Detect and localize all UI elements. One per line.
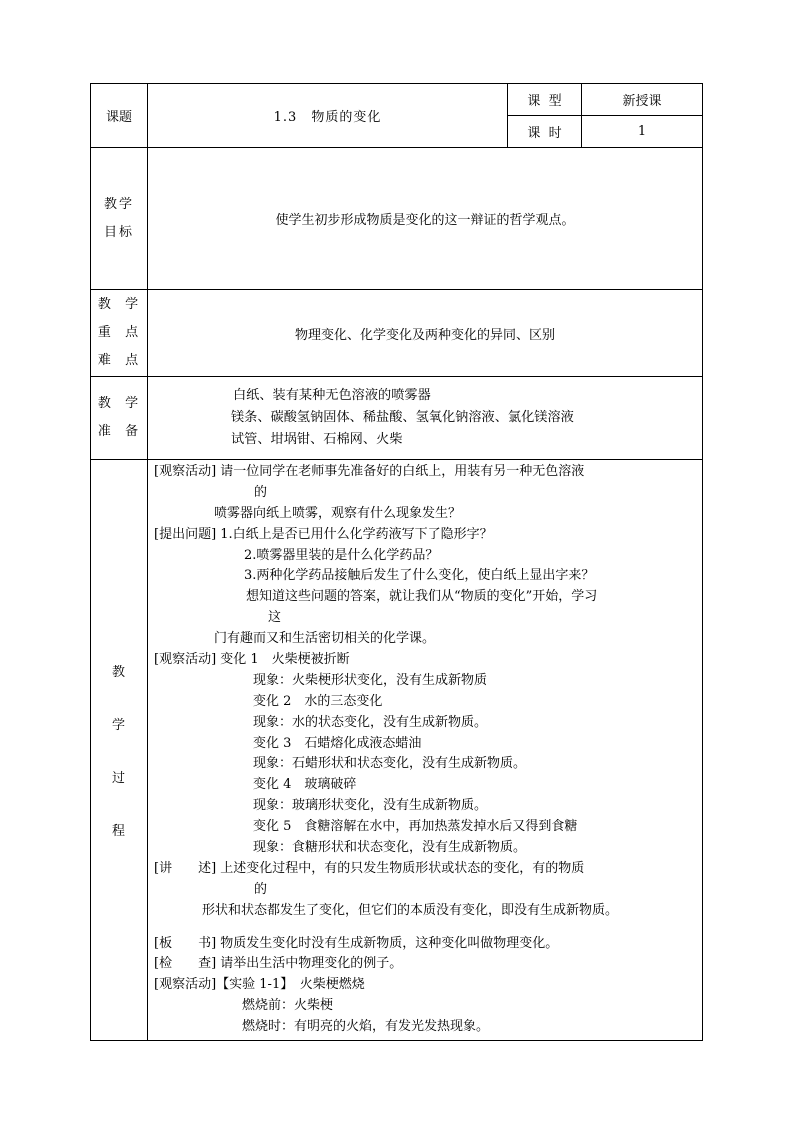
- lesson-plan-table: [90, 83, 703, 1041]
- key-points-label-line1: 教 学: [97, 297, 141, 312]
- topic-label: 课题: [91, 84, 148, 148]
- type-label: 课 型: [508, 84, 582, 116]
- process-line: [观察活动]【实验 1-1】 火柴梗燃烧: [154, 977, 365, 993]
- process-line: 想知道这些问题的答案，就让我们从“物质的变化”开始，学习: [246, 589, 598, 605]
- preparation-line-2: 镁条、碳酸氢钠固体、稀盐酸、氢氧化钠溶液、氯化镁溶液: [231, 410, 574, 425]
- process-line: 的: [254, 881, 268, 897]
- process-line: 2.喷雾器里装的是什么化学药品？: [244, 547, 439, 563]
- preparation-list: [148, 377, 703, 460]
- process-line: 的: [254, 484, 268, 500]
- process-label-char-1: 教: [111, 665, 126, 680]
- process-line: [观察活动] 请一位同学在老师事先准备好的白纸上，用装有另一种无色溶液: [154, 464, 585, 479]
- process-content: [148, 460, 703, 1041]
- process-line: 现象：石蜡形状和状态变化，没有生成新物质。: [253, 756, 527, 772]
- objective-label-line2: 目标: [103, 224, 134, 240]
- preparation-line-3: 试管、坩埚钳、石棉网、火柴: [231, 432, 403, 447]
- process-line: [板 书] 物质发生变化时没有生成新物质，这种变化叫做物理变化。: [154, 935, 559, 951]
- process-label-char-4: 程: [111, 824, 126, 839]
- objective-label: [91, 148, 148, 290]
- key-points-label: [91, 290, 148, 377]
- type-value: 新授课: [582, 84, 703, 116]
- process-line: 现象：食糖形状和状态变化，没有生成新物质。: [253, 840, 527, 856]
- process-line: 燃烧时：有明亮的火焰，有发光发热现象。: [242, 1019, 490, 1035]
- process-line: 变化 3 石蜡熔化成液态蜡油: [253, 735, 422, 751]
- process-line: 喷雾器向纸上喷雾，观察有什么现象发生？: [214, 505, 462, 521]
- process-line: [检 查] 请举出生活中物理变化的例子。: [154, 956, 403, 972]
- preparation-label: [91, 377, 148, 460]
- process-line: 3.两种化学药品接触后发生了什么变化，使白纸上显出字来？: [244, 568, 595, 584]
- process-label: [91, 460, 148, 1041]
- process-line: [观察活动] 变化 1 火柴梗被折断: [154, 652, 350, 668]
- process-label-char-2: 学: [111, 718, 126, 733]
- key-points-label-line3: 难 点: [97, 353, 141, 368]
- hours-label: 课 时: [508, 116, 582, 148]
- objective-label-line1: 教学: [103, 196, 134, 212]
- process-line: 形状和状态都发生了变化，但它们的本质没有变化，即没有生成新物质。: [202, 902, 619, 918]
- hours-value: 1: [582, 116, 703, 148]
- preparation-label-line2: 准 备: [97, 424, 141, 439]
- process-label-char-3: 过: [111, 771, 126, 786]
- key-points-label-line2: 重 点: [97, 325, 141, 340]
- process-line: [讲 述] 上述变化过程中，有的只发生物质形状或状态的变化，有的物质: [154, 860, 585, 876]
- process-line: 变化 2 水的三态变化: [253, 693, 383, 709]
- process-line: 现象：玻璃形状变化，没有生成新物质。: [253, 798, 488, 814]
- process-line: 变化 5 食糖溶解在水中，再加热蒸发掉水后又得到食糖: [253, 819, 578, 835]
- process-line: 门有趣而又和生活密切相关的化学课。: [214, 631, 436, 647]
- preparation-line-1: 白纸、装有某种无色溶液的喷雾器: [233, 388, 431, 403]
- lesson-title: 1.3 物质的变化: [148, 84, 508, 148]
- process-line: 现象：水的状态变化，没有生成新物质。: [253, 714, 488, 730]
- process-gap: [154, 922, 696, 934]
- objective-text: 使学生初步形成物质是变化的这一辩证的哲学观点。: [148, 148, 703, 290]
- process-line: 变化 4 玻璃破碎: [253, 777, 357, 793]
- process-line: 燃烧前：火柴梗: [242, 998, 334, 1014]
- process-line: 现象：火柴梗形状变化，没有生成新物质: [253, 672, 488, 688]
- key-points-text: 物理变化、化学变化及两种变化的异同、区别: [148, 290, 703, 377]
- process-line: [提出问题] 1.白纸上是否已用什么化学药液写下了隐形字？: [154, 526, 493, 542]
- preparation-label-line1: 教 学: [97, 396, 141, 411]
- lesson-plan-sheet: [90, 83, 702, 1040]
- process-line: 这: [268, 610, 282, 626]
